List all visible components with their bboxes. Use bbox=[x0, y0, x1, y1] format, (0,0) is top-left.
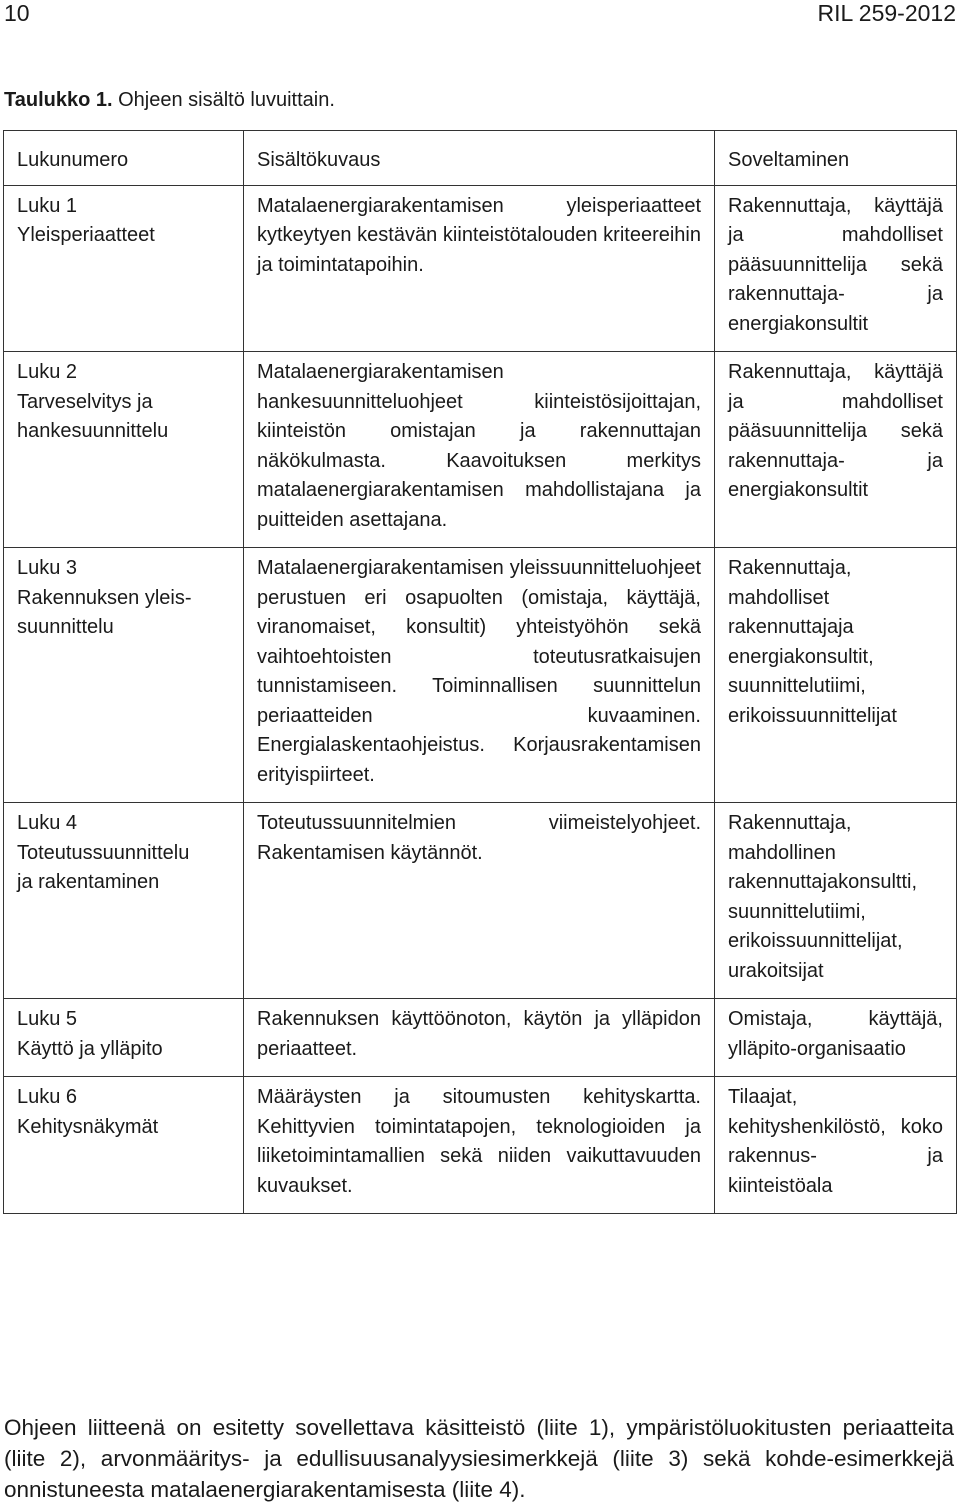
chapter-cell bbox=[4, 185, 244, 352]
application-cell: Rakennuttaja, mahdollinen rakennuttajakonsultti, suunnittelutiimi, erikoissuunnittelijat, urakoitsijat bbox=[715, 803, 957, 999]
chapter-number: Luku 2 bbox=[17, 361, 78, 383]
content-cell: Matalaenergiarakentamisen hankesuunnitteluohjeet kiinteistösijoittajan, kiinteistön omistajan ja rakennuttajan näkökulmasta. Kaavoituksen merkitys matalaenergiarakentamisen mahdollistajana ja puitteiden asettajana. bbox=[244, 352, 715, 548]
table-caption-label: Taulukko 1. bbox=[4, 89, 113, 111]
table-row bbox=[4, 803, 957, 999]
content-cell: Matalaenergiarakentamisen yleisperiaatteet kytkeytyen kestävän kiinteistötalouden kriteereihin ja toimintatapoihin. bbox=[244, 185, 715, 352]
application-cell: Rakennuttaja, käyttäjä ja mahdolliset pääsuunnittelija sekä rakennuttaja- ja energiakonsultit bbox=[715, 185, 957, 352]
content-cell: Matalaenergiarakentamisen yleissuunnitteluohjeet perustuen eri osapuolten (omistaja, käyttäjä, viranomaiset, konsultit) yhteistyöhön sekä vaihtoehtoisten toteutusratkaisujen tunnistamiseen. Toiminnallisen suunnittelun periaatteiden kuvaaminen. Energialaskentaohjeistus. Korjausrakentamisen erityispiirteet. bbox=[244, 548, 715, 803]
chapter-number: Luku 5 bbox=[17, 1008, 78, 1030]
chapter-cell bbox=[4, 803, 244, 999]
chapter-number: Luku 4 bbox=[17, 812, 78, 834]
header-chapter: Lukunumero bbox=[4, 131, 244, 186]
application-cell: Tilaajat, kehityshenkilöstö, koko rakennus- ja kiinteistöala bbox=[715, 1077, 957, 1214]
appendix-paragraph: Ohjeen liitteenä on esitetty sovellettava käsitteistö (liite 1), ympäristöluokitusten periaatteita (liite 2), arvonmääritys- ja edullisuusanalyysiesimerkkejä (liite 3) sekä kohde-esimerkkejä onnistuneesta matalaenergiarakentamisesta (liite 4). bbox=[4, 1414, 954, 1502]
chapter-title: hankesuunnittelu bbox=[17, 420, 169, 442]
application-cell: Rakennuttaja, mahdolliset rakennuttajaja energiakonsultit, suunnittelutiimi, erikoissuunnittelijat bbox=[715, 548, 957, 803]
contents-table bbox=[3, 130, 957, 1214]
chapter-number: Luku 6 bbox=[17, 1086, 78, 1108]
content-cell: Toteutussuunnitelmien viimeistelyohjeet. Rakentamisen käytännöt. bbox=[244, 803, 715, 999]
chapter-cell bbox=[4, 548, 244, 803]
table-header-row bbox=[4, 131, 957, 186]
chapter-cell bbox=[4, 352, 244, 548]
header-content: Sisältökuvaus bbox=[244, 131, 715, 186]
chapter-title: Yleisperiaatteet bbox=[17, 224, 155, 246]
table-row bbox=[4, 548, 957, 803]
chapter-title: Tarveselvitys ja bbox=[17, 390, 153, 413]
page-number: 10 bbox=[4, 0, 30, 26]
chapter-title: Kehitysnäkymät bbox=[17, 1115, 159, 1138]
application-cell: Omistaja, käyttäjä, ylläpito-organisaatio bbox=[715, 999, 957, 1077]
chapter-cell bbox=[4, 999, 244, 1077]
chapter-number: Luku 1 bbox=[17, 194, 78, 217]
table-row bbox=[4, 999, 957, 1077]
table-row bbox=[4, 1077, 957, 1214]
application-cell: Rakennuttaja, käyttäjä ja mahdolliset pääsuunnittelija sekä rakennuttaja- ja energiakonsultit bbox=[715, 352, 957, 548]
chapter-title: Rakennuksen yleis- bbox=[17, 586, 192, 609]
header-application: Soveltaminen bbox=[715, 131, 957, 186]
document-id: RIL 259-2012 bbox=[817, 0, 956, 26]
table-caption-text: Ohjeen sisältö luvuittain. bbox=[118, 89, 335, 111]
chapter-title: Käyttö ja ylläpito bbox=[17, 1037, 163, 1060]
table-row bbox=[4, 352, 957, 548]
content-cell: Rakennuksen käyttöönoton, käytön ja ylläpidon periaatteet. bbox=[244, 999, 715, 1077]
table-caption bbox=[4, 89, 335, 112]
chapter-title: Toteutussuunnittelu bbox=[17, 841, 190, 864]
chapter-title: ja rakentaminen bbox=[17, 871, 160, 893]
table-row bbox=[4, 185, 957, 352]
chapter-title: suunnittelu bbox=[17, 616, 114, 638]
chapter-number: Luku 3 bbox=[17, 557, 78, 579]
chapter-cell bbox=[4, 1077, 244, 1214]
content-cell: Määräysten ja sitoumusten kehityskartta. Kehittyvien toimintatapojen, teknologioiden ja liiketoimintamallien sekä niiden vaikuttavuuden kuvaukset. bbox=[244, 1077, 715, 1214]
